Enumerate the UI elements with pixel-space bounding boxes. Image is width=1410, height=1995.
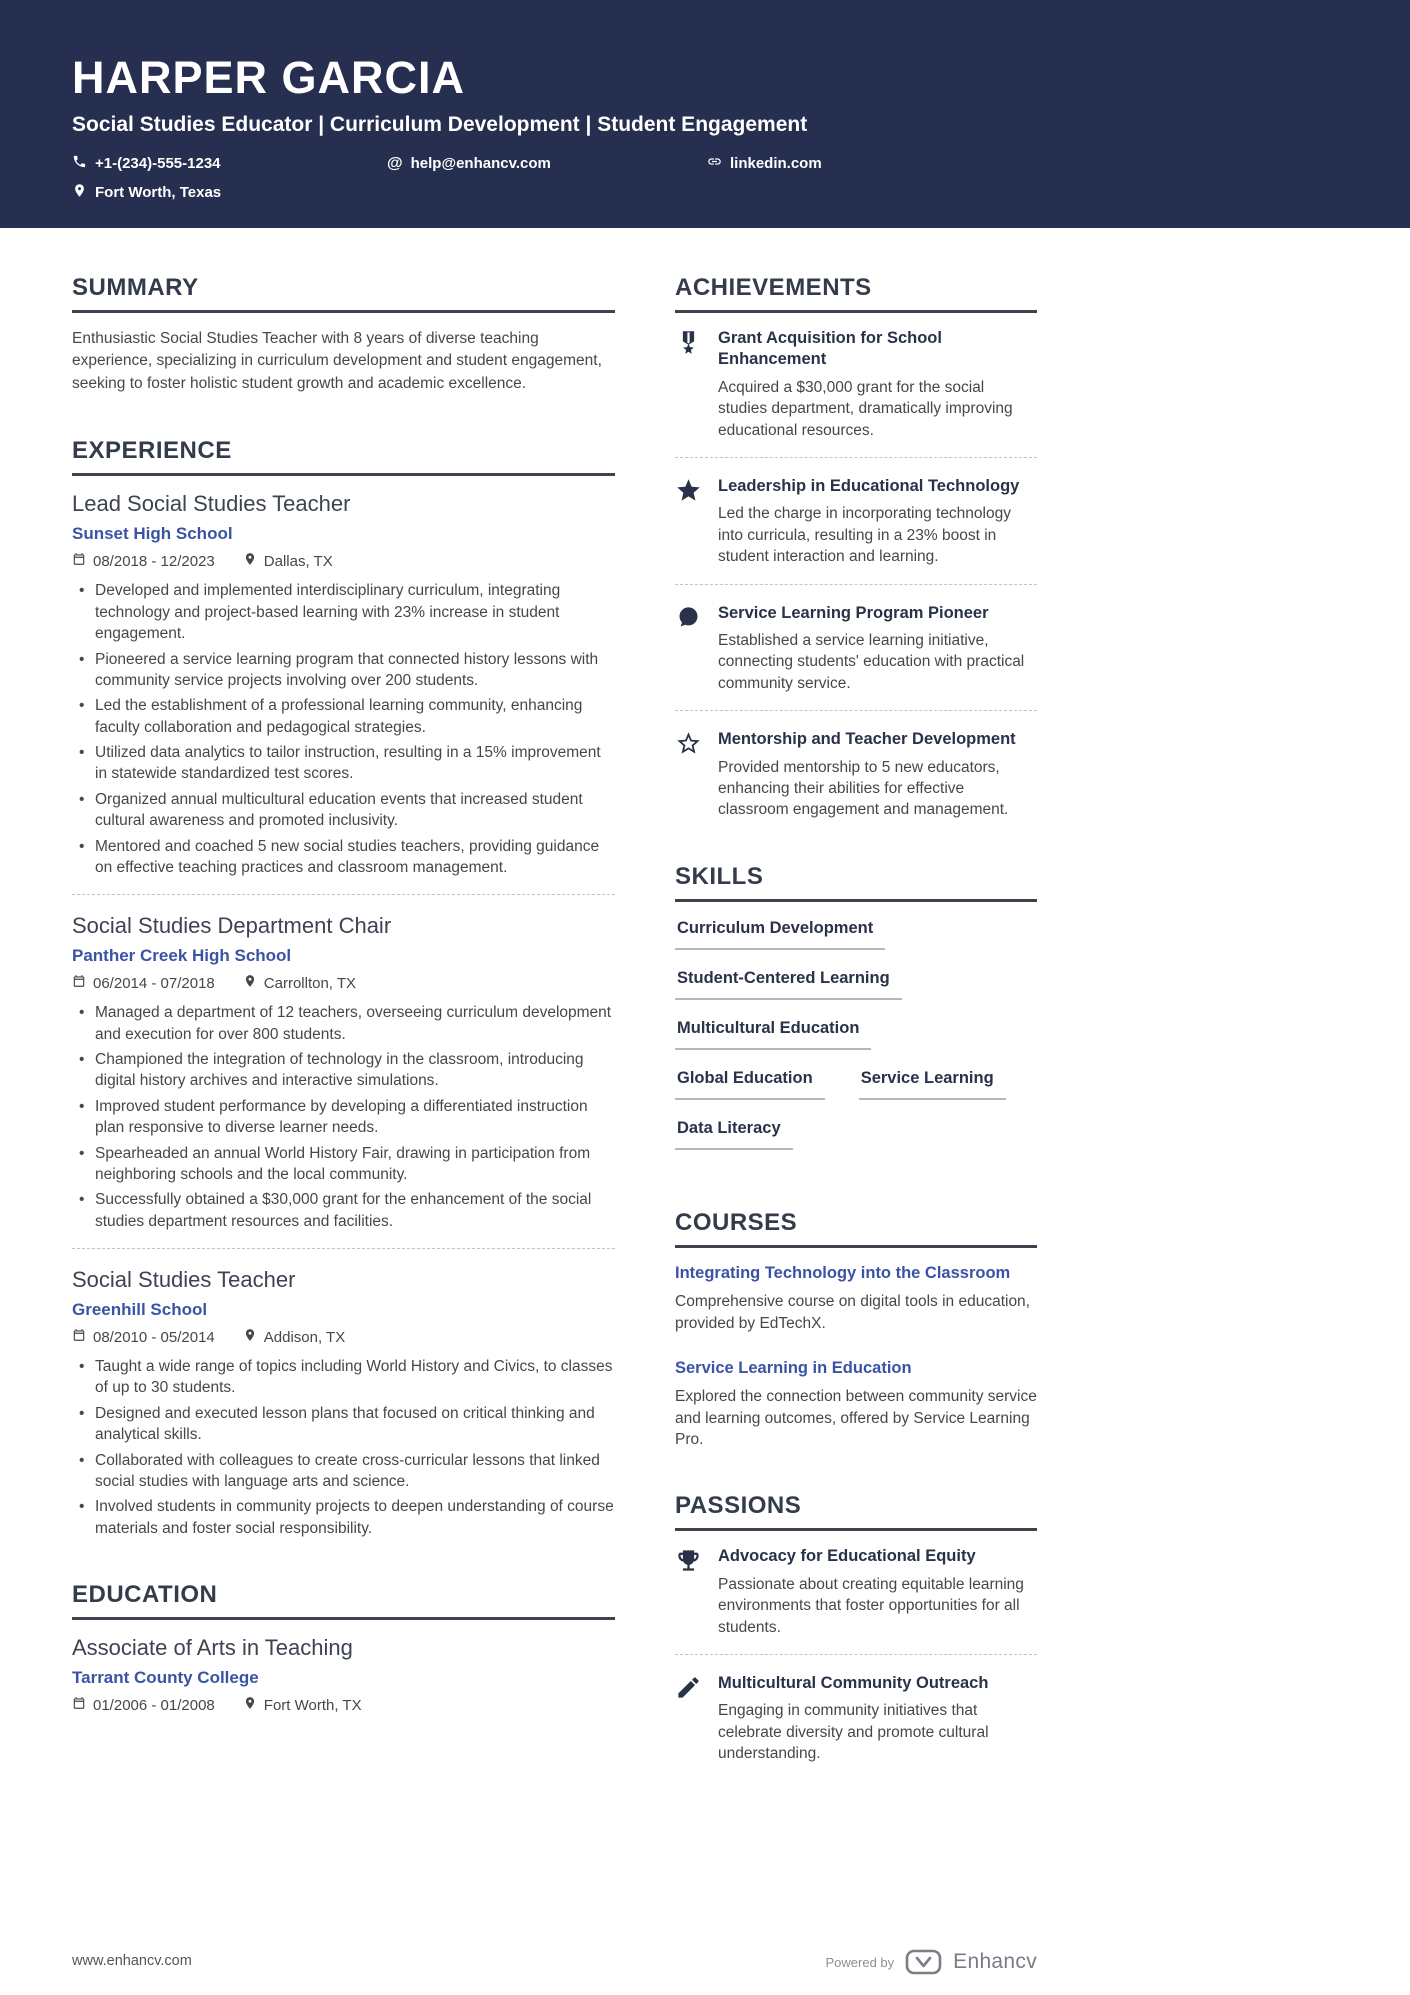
job-meta [72, 1328, 615, 1346]
course-text: Comprehensive course on digital tools in education, provided by EdTechX. [675, 1293, 1030, 1332]
job-dates-text: 08/2018 - 12/2023 [93, 552, 215, 570]
bullet-item: • Championed the integration of technology in the classroom, introducing digital history archives and interactive simulations. [72, 1049, 615, 1092]
job-bullets [72, 1356, 615, 1539]
bullet-item: • Spearheaded an annual World History Fair, drawing in participation from neighboring schools and the local community. [72, 1143, 615, 1186]
medal-icon [675, 328, 703, 441]
dashed-divider [675, 584, 1037, 585]
location-icon [243, 552, 257, 570]
skills-list [675, 917, 1037, 1167]
bullet-item: • Utilized data analytics to tailor instruction, resulting in a 15% improvement in statewide standardized test scores. [72, 742, 615, 785]
location-text: Fort Worth, Texas [95, 184, 222, 201]
degree-title: Associate of Arts in Teaching [72, 1635, 353, 1661]
job-bullets [72, 1002, 615, 1232]
achievement-item [675, 729, 1037, 821]
course-item [675, 1358, 1037, 1451]
achievement-title: Grant Acquisition for School Enhancement [718, 329, 942, 369]
job-entry [72, 1267, 615, 1539]
bullet-item: • Pioneered a service learning program that connected history lessons with community service projects involving over 200 students. [72, 649, 615, 692]
location-icon [243, 1696, 257, 1714]
education-entry [72, 1635, 615, 1714]
calendar-icon [72, 1328, 86, 1346]
experience-heading: EXPERIENCE [72, 437, 615, 476]
at-icon: @ [387, 154, 403, 172]
job-dates [72, 552, 215, 570]
education-dates [72, 1696, 215, 1714]
calendar-icon [72, 1696, 86, 1714]
bullet-item: • Developed and implemented interdisciplinary curriculum, integrating technology and project-based learning with 23% increase in student engagement. [72, 580, 615, 644]
education-location-text: Fort Worth, TX [263, 1696, 362, 1714]
skills-section [675, 863, 1037, 1167]
job-bullets [72, 580, 615, 878]
job-location [243, 974, 356, 992]
summary-section [72, 274, 615, 395]
skill-item: Data Literacy [675, 1117, 793, 1150]
passions-heading: PASSIONS [675, 1492, 1037, 1531]
passion-text: Passionate about creating equitable learning environments that foster opportunities for all students. [718, 1575, 1024, 1636]
skill-item: Student-Centered Learning [675, 967, 902, 1000]
star-outline-icon [675, 729, 703, 821]
education-location [243, 1696, 362, 1714]
bullet-item: • Improved student performance by developing a differentiated instruction plan responsive to diverse learner needs. [72, 1096, 615, 1139]
achievements-section [675, 274, 1037, 821]
course-text: Explored the connection between community service and learning outcomes, offered by Service Learning Pro. [675, 1388, 1037, 1449]
job-title: Social Studies Department Chair [72, 913, 392, 939]
achievement-item [675, 603, 1037, 695]
passions-section [675, 1492, 1037, 1764]
dashed-divider [675, 457, 1037, 458]
phone-icon [72, 154, 87, 173]
course-item [675, 1263, 1037, 1334]
location-item [72, 183, 1338, 202]
phone-number: +1-(234)-555-1234 [95, 155, 221, 172]
job-location-text: Dallas, TX [263, 552, 333, 570]
achievement-text: Acquired a $30,000 grant for the social studies department, dramatically improving educational resources. [718, 378, 1013, 439]
calendar-icon [72, 974, 86, 992]
bullet-item: • Collaborated with colleagues to create cross-curricular lessons that linked social studies with language arts and science. [72, 1450, 615, 1493]
achievements-heading: ACHIEVEMENTS [675, 274, 1037, 313]
education-meta [72, 1696, 615, 1714]
bullet-item: • Taught a wide range of topics including World History and Civics, to classes of up to 30 students. [72, 1356, 615, 1399]
name: HARPER GARCIA [72, 52, 466, 103]
dashed-divider [675, 1654, 1037, 1655]
achievement-body [718, 729, 1037, 821]
job-title: Social Studies Teacher [72, 1267, 296, 1293]
left-column [72, 274, 615, 1807]
right-column [675, 274, 1037, 1807]
experience-section [72, 437, 615, 1539]
calendar-icon [72, 552, 86, 570]
job-company: Greenhill School [72, 1300, 208, 1320]
email-link[interactable] [387, 155, 707, 172]
passion-title: Multicultural Community Outreach [718, 1674, 989, 1692]
job-dates-text: 06/2014 - 07/2018 [93, 974, 215, 992]
bullet-item: • Mentored and coached 5 new social studies teachers, providing guidance on effective teaching practices and classroom management. [72, 836, 615, 879]
bullet-item: • Led the establishment of a professional learning community, enhancing faculty collaboration and pedagogical strategies. [72, 695, 615, 738]
job-location-text: Addison, TX [263, 1328, 346, 1346]
enhancv-logo-icon [905, 1949, 942, 1975]
education-dates-text: 01/2006 - 01/2008 [93, 1696, 215, 1714]
passion-item [675, 1546, 1037, 1638]
course-title: Service Learning in Education [675, 1358, 912, 1377]
achievement-item [675, 476, 1037, 568]
job-location [243, 1328, 345, 1346]
dashed-divider [675, 710, 1037, 711]
bullet-item: • Designed and executed lesson plans that focused on critical thinking and analytical skills. [72, 1403, 615, 1446]
skills-heading: SKILLS [675, 863, 1037, 902]
job-company: Panther Creek High School [72, 946, 292, 966]
headline: Social Studies Educator | Curriculum Development | Student Engagement [72, 113, 808, 136]
bullet-item: • Involved students in community projects to deepen understanding of course materials and foster social responsibility. [72, 1496, 615, 1539]
speech-bubble-icon [675, 603, 703, 695]
powered-by-label: Powered by [825, 1954, 895, 1970]
job-title: Lead Social Studies Teacher [72, 491, 351, 517]
job-entry [72, 491, 615, 878]
achievement-item [675, 328, 1037, 441]
achievement-title: Mentorship and Teacher Development [718, 730, 1016, 749]
job-meta [72, 552, 615, 570]
bullet-item: • Organized annual multicultural education events that increased student cultural awareness and promoted inclusivity. [72, 789, 615, 832]
achievement-title: Leadership in Educational Technology [718, 477, 1020, 495]
education-heading: EDUCATION [72, 1581, 615, 1620]
passion-title: Advocacy for Educational Equity [718, 1547, 976, 1566]
location-icon [243, 974, 257, 992]
job-location-text: Carrollton, TX [263, 974, 357, 992]
enhancv-brand[interactable]: Enhancv [953, 1950, 1037, 1973]
courses-heading: COURSES [675, 1209, 1037, 1248]
passion-item [675, 1673, 1037, 1765]
skill-item: Multicultural Education [675, 1017, 871, 1050]
school-name: Tarrant County College [72, 1668, 259, 1688]
location-icon [72, 183, 87, 202]
star-icon [675, 476, 703, 568]
achievement-text: Established a service learning initiative, connecting students' education with practical community service. [718, 632, 1025, 692]
linkedin-text: linkedin.com [730, 155, 822, 172]
achievement-body [718, 476, 1037, 568]
course-title: Integrating Technology into the Classroom [675, 1263, 1011, 1282]
job-dates [72, 974, 215, 992]
job-company: Sunset High School [72, 524, 233, 544]
trophy-icon [675, 1546, 703, 1638]
header [0, 0, 1410, 228]
link-icon [707, 154, 722, 173]
skill-item: Global Education [675, 1067, 825, 1100]
job-dates-text: 08/2010 - 05/2014 [93, 1328, 215, 1346]
passion-text: Engaging in community initiatives that celebrate diversity and promote cultural understanding. [718, 1702, 989, 1763]
job-dates [72, 1328, 215, 1346]
main-content [0, 228, 1410, 1807]
achievement-body [718, 328, 1037, 441]
website-link[interactable]: www.enhancv.com [72, 1953, 192, 1969]
achievement-title: Service Learning Program Pioneer [718, 603, 989, 622]
contact-bar [72, 154, 1338, 202]
achievement-text: Provided mentorship to 5 new educators, enhancing their abilities for effective classroom engagement and management. [718, 758, 1009, 819]
job-location [243, 552, 333, 570]
summary-heading: SUMMARY [72, 274, 615, 313]
phone-link[interactable] [72, 154, 387, 173]
skill-item: Service Learning [859, 1067, 1006, 1100]
education-section [72, 1581, 615, 1714]
bullet-item: • Managed a department of 12 teachers, overseeing curriculum development and execution for over 800 students. [72, 1002, 615, 1045]
job-entry [72, 913, 615, 1232]
dashed-divider [72, 1248, 615, 1249]
passion-body [718, 1673, 1037, 1765]
powered-by [826, 1949, 1037, 1975]
job-meta [72, 974, 615, 992]
bullet-item: • Successfully obtained a $30,000 grant for the enhancement of the social studies department resources and facilities. [72, 1189, 615, 1232]
location-icon [243, 1328, 257, 1346]
achievement-body [718, 603, 1037, 695]
dashed-divider [72, 894, 615, 895]
email-address: help@enhancv.com [410, 155, 551, 172]
pen-icon [675, 1673, 703, 1765]
achievement-text: Led the charge in incorporating technology into curricula, resulting in a 23% boost in student interaction and learning. [718, 505, 1011, 566]
courses-section [675, 1209, 1037, 1451]
summary-text: Enthusiastic Social Studies Teacher with 8 years of diverse teaching experience, specializing in curriculum development and student engagement, seeking to foster holistic student growth and academic excellence. [72, 330, 602, 392]
linkedin-link[interactable] [707, 154, 822, 173]
skill-item: Curriculum Development [675, 917, 885, 950]
passion-body [718, 1546, 1037, 1638]
